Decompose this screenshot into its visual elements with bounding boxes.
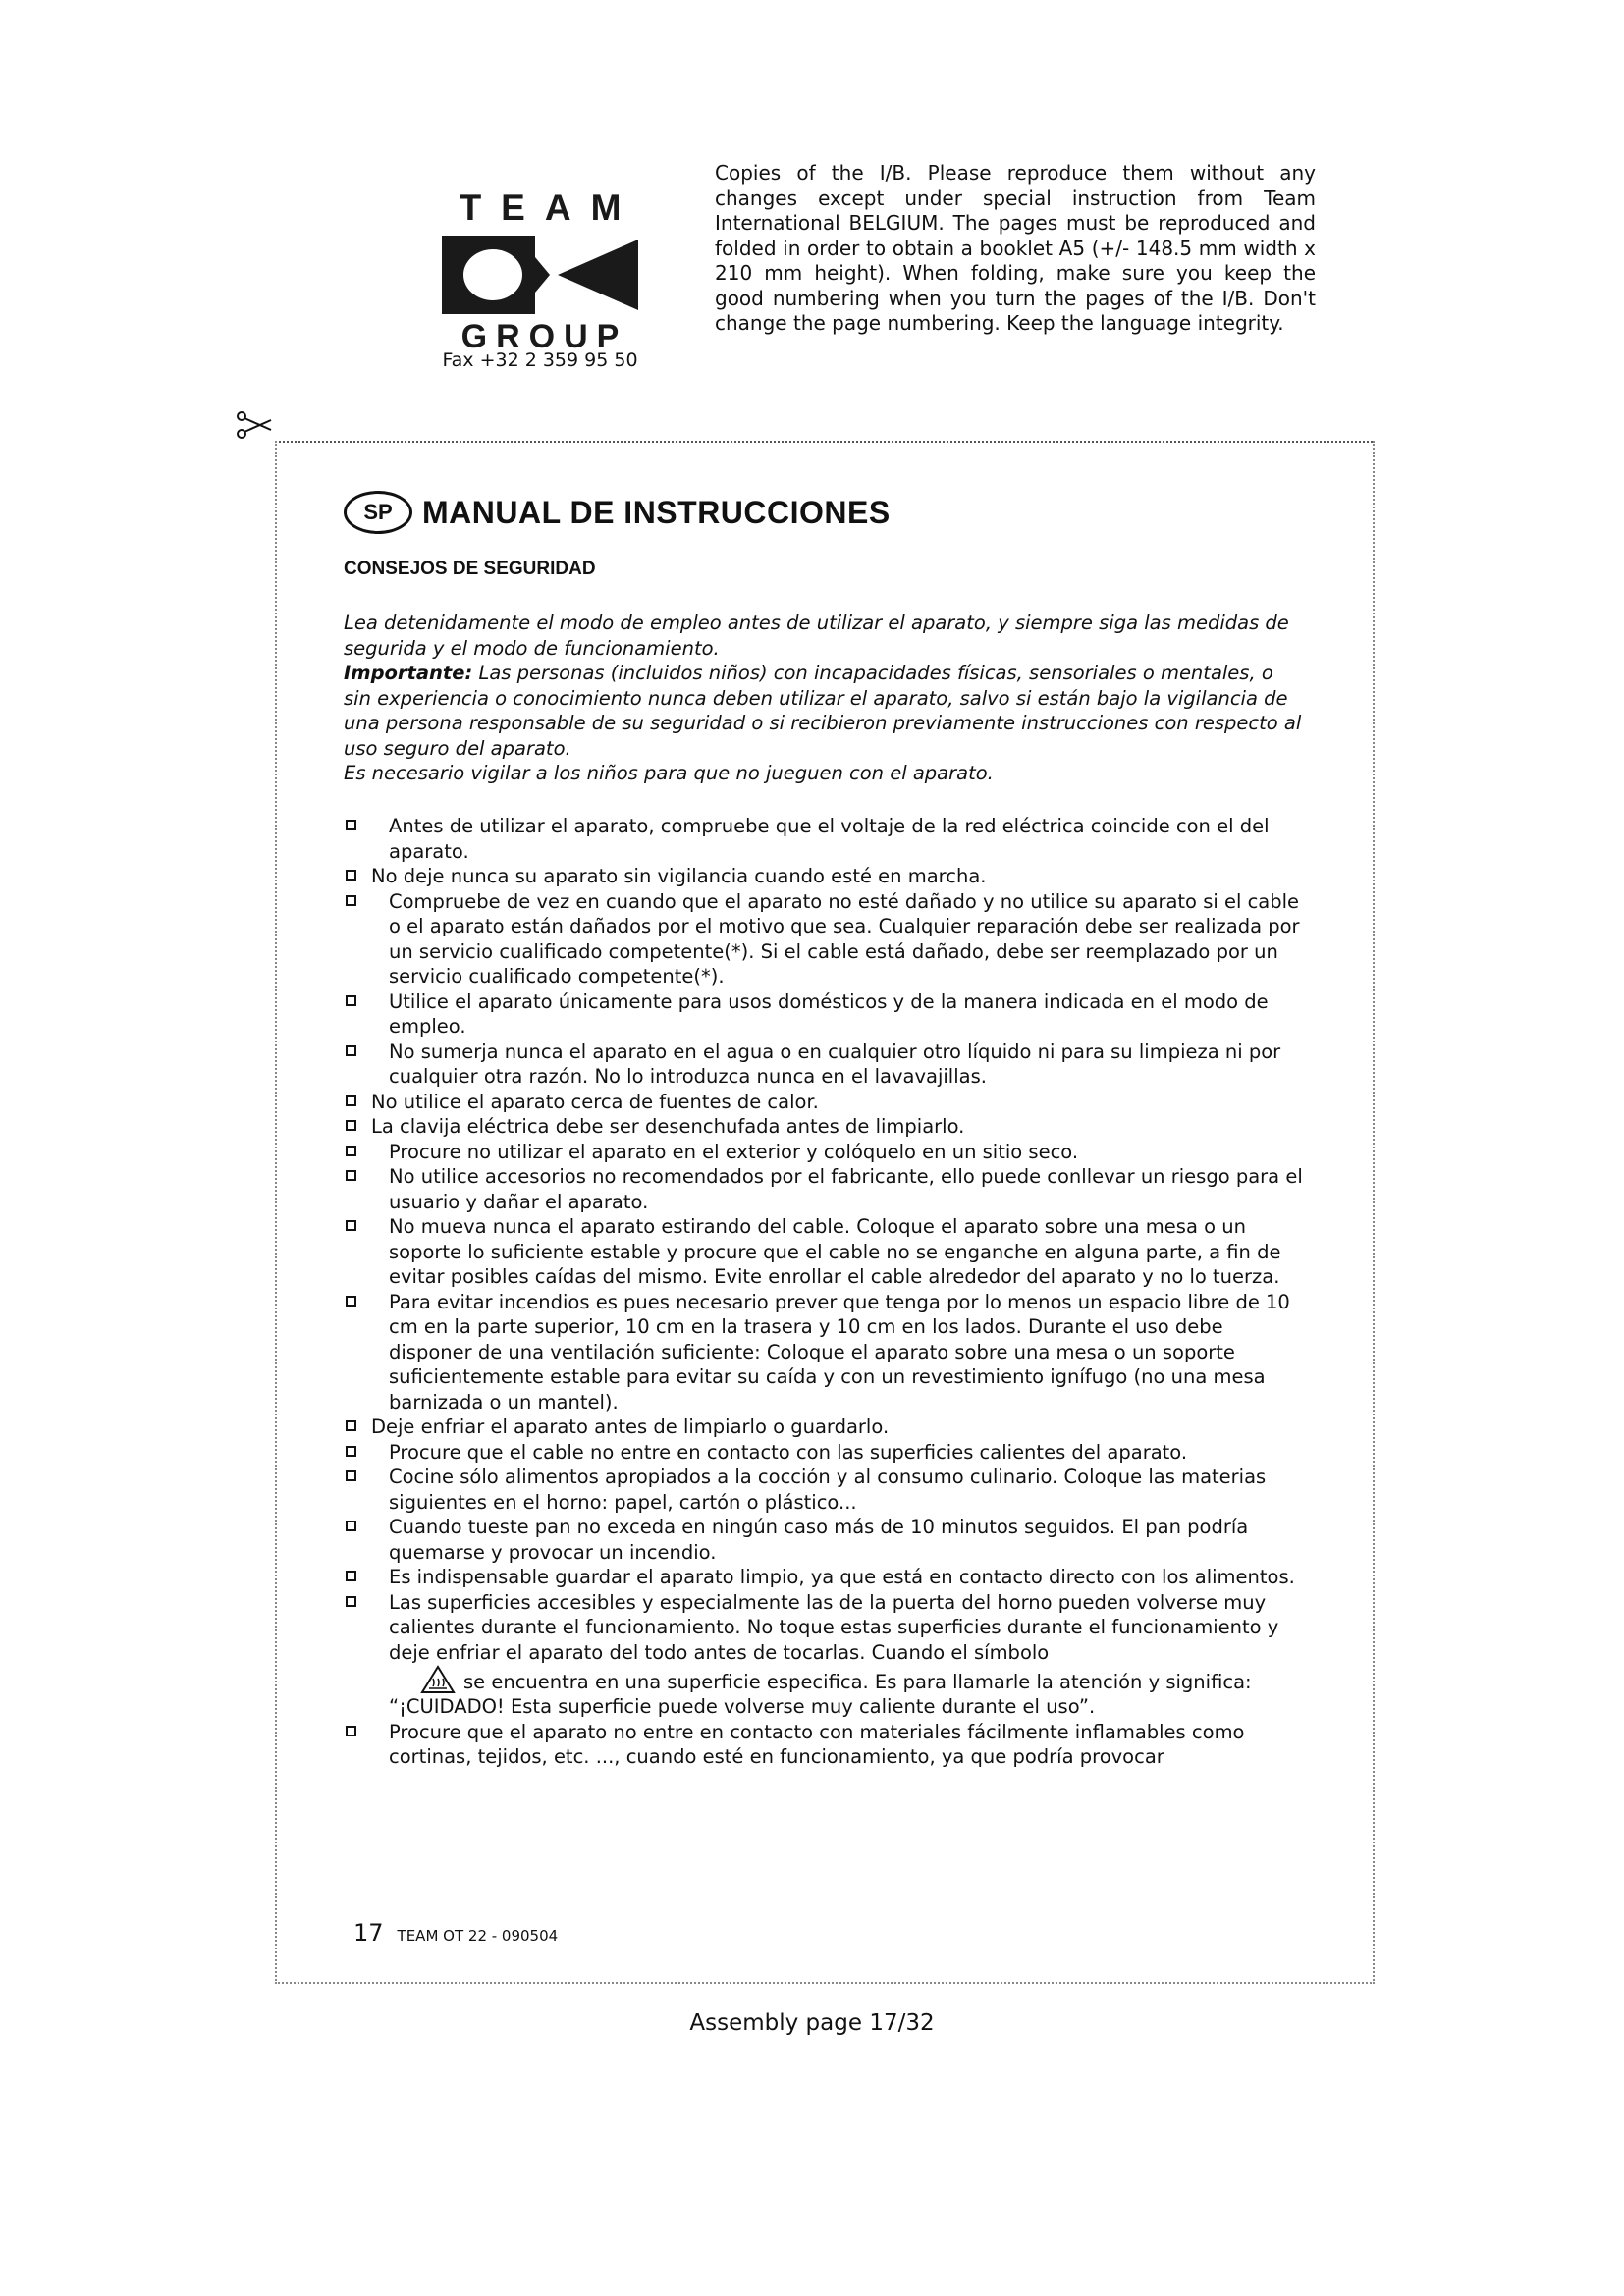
list-item: No mueva nunca el aparato estirando del cable. Coloque el aparato sobre una mesa o un soporte lo suficiente estable y procure que el cable no se enganche en alguna parte, a fin de evitar posibles caídas del mismo. Evite enrollar el cable alrededor del aparato y no lo tuerza. [344, 1214, 1311, 1290]
list-item: No sumerja nunca el aparato en el agua o en cualquier otro líquido ni para su limpieza ni por cualquier otra razón. No lo introduzca nunca en el lavavajillas. [344, 1040, 1311, 1090]
checkbox-bullet-icon [346, 870, 356, 881]
checkbox-bullet-icon [346, 1571, 356, 1581]
logo-group-text: GROUP [460, 318, 628, 355]
list-item: No deje nunca su aparato sin vigilancia cuando esté en marcha. [344, 864, 1311, 889]
safety-list [344, 814, 1311, 1770]
model-code: TEAM OT 22 - 090504 [397, 1927, 559, 1945]
warning-text-1: se encuentra en una superficie especifica. Es para llamarle la atención y significa: [463, 1670, 1252, 1693]
list-item: Para evitar incendios es pues necesario prever que tenga por lo menos un espacio libre de 10 cm en la parte superior, 10 cm en la trasera y 10 cm en los lados. Durante el uso debe disponer de una ventilación suficiente: Coloque el aparato sobre una mesa o un soporte suficientemente estable para evitar su caída y con un revestimiento ignífugo (no una mesa barnizada o un mantel). [344, 1290, 1311, 1415]
list-item: Utilice el aparato únicamente para usos domésticos y de la manera indicada en el modo de empleo. [344, 989, 1311, 1040]
important-label: Importante: [344, 662, 473, 684]
list-item: Es indispensable guardar el aparato limpio, ya que está en contacto directo con los alimentos. [344, 1565, 1311, 1590]
list-item: No utilice el aparato cerca de fuentes de calor. [344, 1090, 1311, 1115]
list-item: No utilice accesorios no recomendados por el fabricante, ello puede conllevar un riesgo para el usuario y dañar el aparato. [344, 1164, 1311, 1214]
checkbox-bullet-icon [346, 1095, 356, 1106]
copies-instructions: Copies of the I/B. Please reproduce them without any changes except under special instruction from Team International BELGIUM. The pages must be reproduced and folded in order to obtain a booklet A5 (+/- 148.5 mm width x 210 mm height). When folding, make sure you keep the good numbering when you turn the pages of the I/B. Don't change the page numbering. Keep the language integrity. [715, 161, 1316, 335]
important-text: Las personas (incluidos niños) con incapacidades físicas, sensoriales o mentales, o sin experiencia o conocimiento nunca deben utilizar el aparato, salvo si están bajo la vigilancia de una persona responsable de su seguridad o si recibieron previamente instrucciones con respecto al uso seguro del aparato. [344, 662, 1302, 760]
checkbox-bullet-icon [346, 1170, 356, 1181]
list-item: Deje enfriar el aparato antes de limpiarlo o guardarlo. [344, 1415, 1311, 1440]
manual-heading: MANUAL DE INSTRUCCIONES [422, 494, 891, 530]
list-item: Procure que el cable no entre en contacto con las superficies calientes del aparato. [344, 1440, 1311, 1466]
checkbox-bullet-icon [346, 1521, 356, 1531]
checkbox-bullet-icon [346, 1470, 356, 1481]
checkbox-bullet-icon [346, 1296, 356, 1307]
intro-line-1: Lea detenidamente el modo de empleo antes de utilizar el aparato, y siempre siga las medidas de segurida y el modo de funcionamiento. [344, 612, 1289, 660]
list-item: Cocine sólo alimentos apropiados a la cocción y al consumo culinario. Coloque las materias siguientes en el horno: papel, cartón o plástico... [344, 1465, 1311, 1515]
checkbox-bullet-icon [346, 1420, 356, 1431]
checkbox-bullet-icon [346, 1220, 356, 1231]
list-item: Procure que el aparato no entre en contacto con materiales fácilmente inflamables como cortinas, tejidos, etc. ..., cuando esté en funcionamiento, ya que podría provocar [344, 1720, 1311, 1770]
checkbox-bullet-icon [346, 995, 356, 1006]
logo-team-text: TEAM [459, 187, 641, 228]
intro-line-2 [344, 661, 1306, 761]
logo-ok-mark-icon [442, 236, 638, 314]
list-item: Las superficies accesibles y especialmente las de la puerta del horno pueden volverse muy calientes durante el funcionamiento. No toque estas superficies durante el funcionamiento y deje enfriar el aparato del todo antes de tocarlas. Cuando el símbolo [344, 1590, 1311, 1666]
assembly-page-label: Assembly page 17/32 [689, 2010, 935, 2036]
section-heading: CONSEJOS DE SEGURIDAD [344, 559, 596, 579]
scissors-icon [236, 410, 275, 440]
list-item: Compruebe de vez en cuando que el aparato no esté dañado y no utilice su aparato si el cable o el aparato están dañados por el motivo que sea. Cualquier reparación debe ser realizada por un servicio cualificado competente(*). Si el cable está dañado, debe ser reemplazado por un servicio cualificado competente(*). [344, 889, 1311, 989]
checkbox-bullet-icon [346, 1726, 356, 1736]
page-number: 17 [353, 1919, 384, 1947]
checkbox-bullet-icon [346, 820, 356, 830]
checkbox-bullet-icon [346, 1596, 356, 1607]
checkbox-bullet-icon [346, 1120, 356, 1131]
team-group-logo [432, 188, 648, 355]
list-item: Antes de utilizar el aparato, compruebe que el voltaje de la red eléctrica coincide con el del aparato. [344, 814, 1311, 864]
page-footer [353, 1919, 558, 1947]
fax-number: Fax +32 2 359 95 50 [442, 349, 638, 371]
manual-title [344, 491, 891, 534]
intro-paragraph [344, 611, 1306, 786]
list-item: Cuando tueste pan no exceda en ningún caso más de 10 minutos seguidos. El pan podría quemarse y provocar un incendio. [344, 1515, 1311, 1565]
warning-symbol-line [344, 1665, 1311, 1694]
checkbox-bullet-icon [346, 1446, 356, 1457]
list-item-continuation: “¡CUIDADO! Esta superficie puede volverse muy caliente durante el uso”. [389, 1695, 1096, 1718]
language-badge: SP [344, 491, 412, 534]
list-item: Procure no utilizar el aparato en el exterior y colóquelo en un sitio seco. [344, 1140, 1311, 1165]
checkbox-bullet-icon [346, 1045, 356, 1056]
intro-line-3: Es necesario vigilar a los niños para que no jueguen con el aparato. [344, 762, 994, 784]
checkbox-bullet-icon [346, 895, 356, 906]
hot-surface-warning-icon [420, 1665, 456, 1694]
list-item: La clavija eléctrica debe ser desenchufada antes de limpiarlo. [344, 1114, 1311, 1140]
checkbox-bullet-icon [346, 1146, 356, 1156]
